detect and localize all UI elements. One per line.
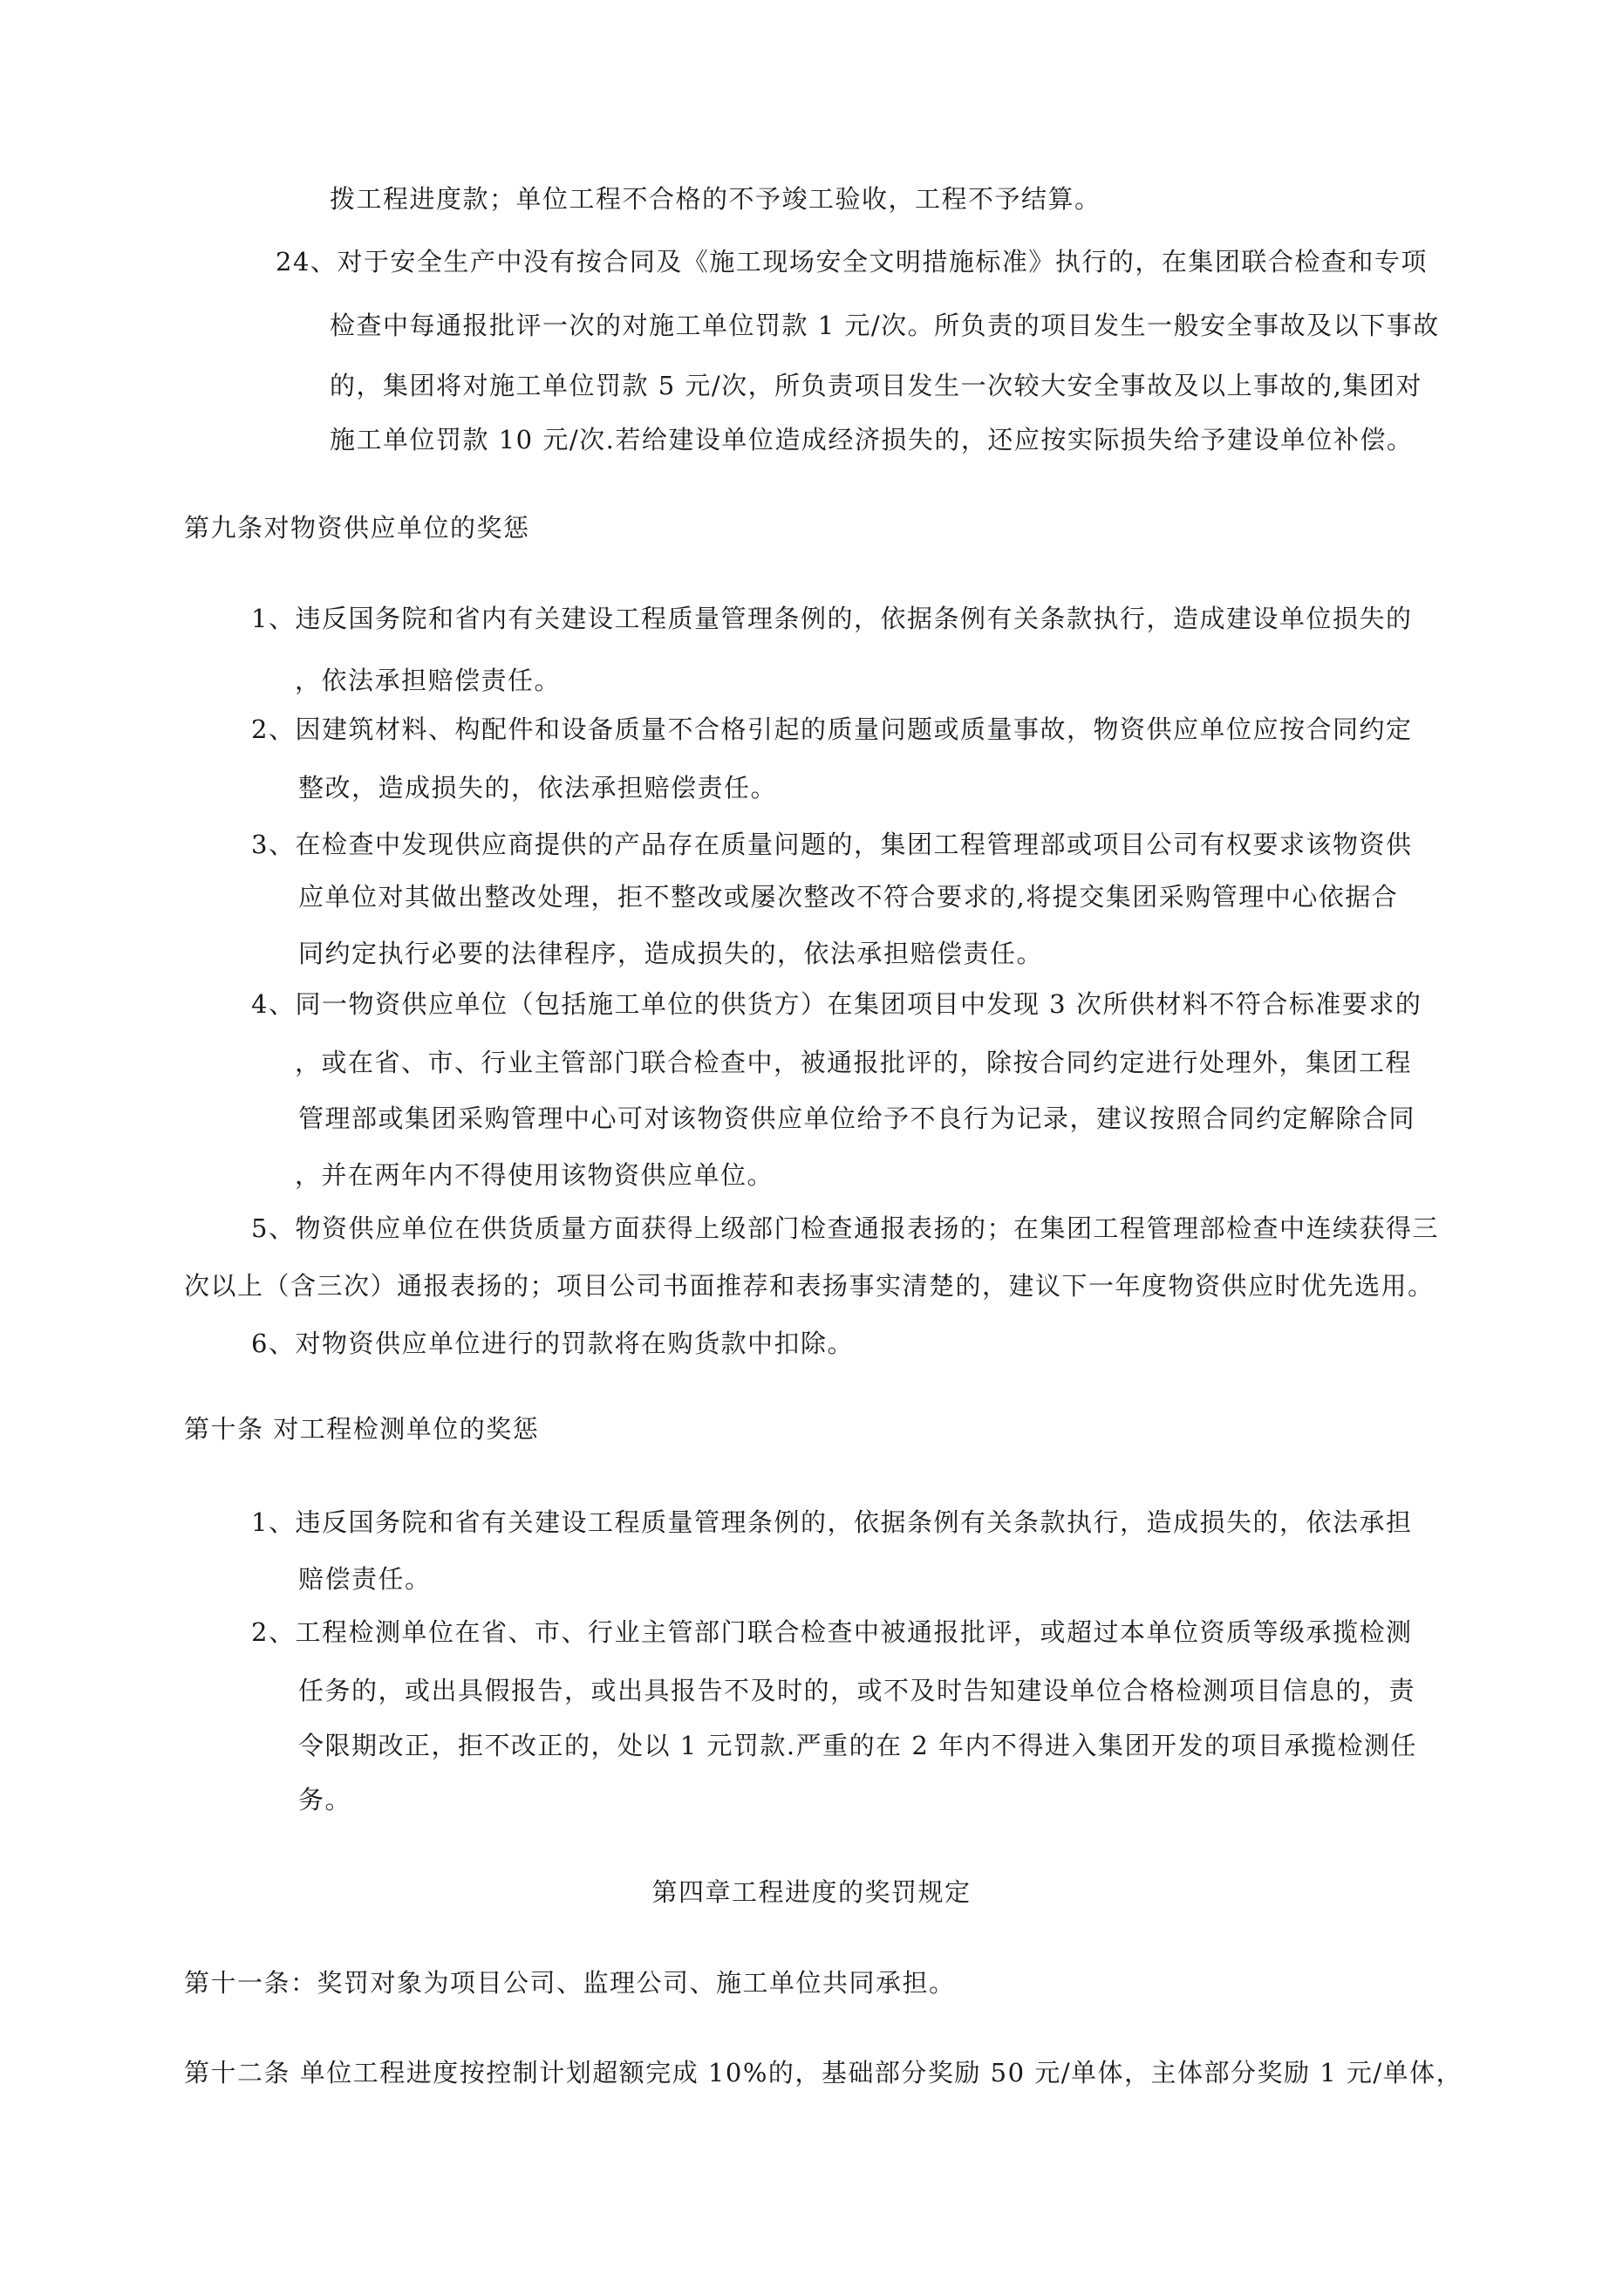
article-9-item-1-line-1: 1、违反国务院和省内有关建设工程质量管理条例的，依据条例有关条款执行，造成建设单位损失的	[251, 604, 1413, 633]
article-9-item-4-line-1: 4、同一物资供应单位（包括施工单位的供货方）在集团项目中发现 3 次所供材料不符合标准要求的	[251, 989, 1422, 1019]
article-10-item-2-line-1: 2、工程检测单位在省、市、行业主管部门联合检查中被通报批评，或超过本单位资质等级承揽检测	[251, 1617, 1413, 1647]
article-10-item-2-line-4: 务。	[298, 1785, 352, 1814]
article-9-item-3-line-1: 3、在检查中发现供应商提供的产品存在质量问题的，集团工程管理部或项目公司有权要求该物资供	[251, 830, 1413, 859]
item-24-line-3: 的，集团将对施工单位罚款 5 元/次，所负责项目发生一次较大安全事故及以上事故的,集团对	[330, 371, 1422, 400]
article-9-item-3-line-3: 同约定执行必要的法律程序，造成损失的，依法承担赔偿责任。	[298, 939, 1044, 968]
item-24-line-2: 检查中每通报批评一次的对施工单位罚款 1 元/次。所负责的项目发生一般安全事故及以下事故	[330, 311, 1440, 340]
item-24-line-4: 施工单位罚款 10 元/次.若给建设单位造成经济损失的，还应按实际损失给予建设单位补偿。	[330, 425, 1414, 454]
article-9-item-4-line-2: ，或在省、市、行业主管部门联合检查中，被通报批评的，除按合同约定进行处理外，集团工程	[295, 1048, 1413, 1077]
article-9-item-2-line-2: 整改，造成损失的，依法承担赔偿责任。	[298, 773, 778, 803]
article-9-item-4-line-4: ，并在两年内不得使用该物资供应单位。	[295, 1160, 774, 1190]
article-9-item-1-line-2: ，依法承担赔偿责任。	[295, 666, 562, 695]
article-9-item-5-line-1: 5、物资供应单位在供货质量方面获得上级部门检查通报表扬的；在集团工程管理部检查中连续获得三	[251, 1213, 1439, 1243]
article-9-item-6: 6、对物资供应单位进行的罚款将在购货款中扣除。	[251, 1329, 854, 1358]
article-9-item-3-line-2: 应单位对其做出整改处理，拒不整改或屡次整改不符合要求的,将提交集团采购管理中心依据合	[298, 882, 1399, 912]
article-11: 第十一条：奖罚对象为项目公司、监理公司、施工单位共同承担。	[184, 1968, 956, 1998]
item-24-line-1: 24、对于安全生产中没有按合同及《施工现场安全文明措施标准》执行的，在集团联合检查和专项	[276, 247, 1428, 277]
article-9-item-2-line-1: 2、因建筑材料、构配件和设备质量不合格引起的质量问题或质量事故，物资供应单位应按合同约定	[251, 714, 1413, 744]
article-12: 第十二条 单位工程进度按控制计划超额完成 10%的，基础部分奖励 50 元/单体，主体部分奖励 1 元/单体，	[184, 2058, 1463, 2088]
continuation-line: 拨工程进度款；单位工程不合格的不予竣工验收，工程不予结算。	[330, 184, 1101, 214]
article-10-item-2-line-2: 任务的，或出具假报告，或出具报告不及时的，或不及时告知建设单位合格检测项目信息的，责	[298, 1676, 1416, 1705]
article-9-item-4-line-3: 管理部或集团采购管理中心可对该物资供应单位给予不良行为记录，建议按照合同约定解除合同	[298, 1104, 1416, 1133]
article-10-heading: 第十条 对工程检测单位的奖惩	[184, 1414, 540, 1444]
article-10-item-1-line-1: 1、违反国务院和省有关建设工程质量管理条例的，依据条例有关条款执行，造成损失的，依法承担	[251, 1507, 1413, 1537]
article-10-item-1-line-2: 赔偿责任。	[298, 1564, 432, 1594]
article-9-item-5-line-2: 次以上（含三次）通报表扬的；项目公司书面推荐和表扬事实清楚的，建议下一年度物资供应时优先选用。	[184, 1271, 1435, 1301]
article-10-item-2-line-3: 令限期改正，拒不改正的，处以 1 元罚款.严重的在 2 年内不得进入集团开发的项目承揽检测任	[298, 1731, 1417, 1760]
chapter-4-title: 第四章工程进度的奖罚规定	[651, 1877, 972, 1907]
article-9-heading: 第九条对物资供应单位的奖惩	[184, 513, 530, 543]
